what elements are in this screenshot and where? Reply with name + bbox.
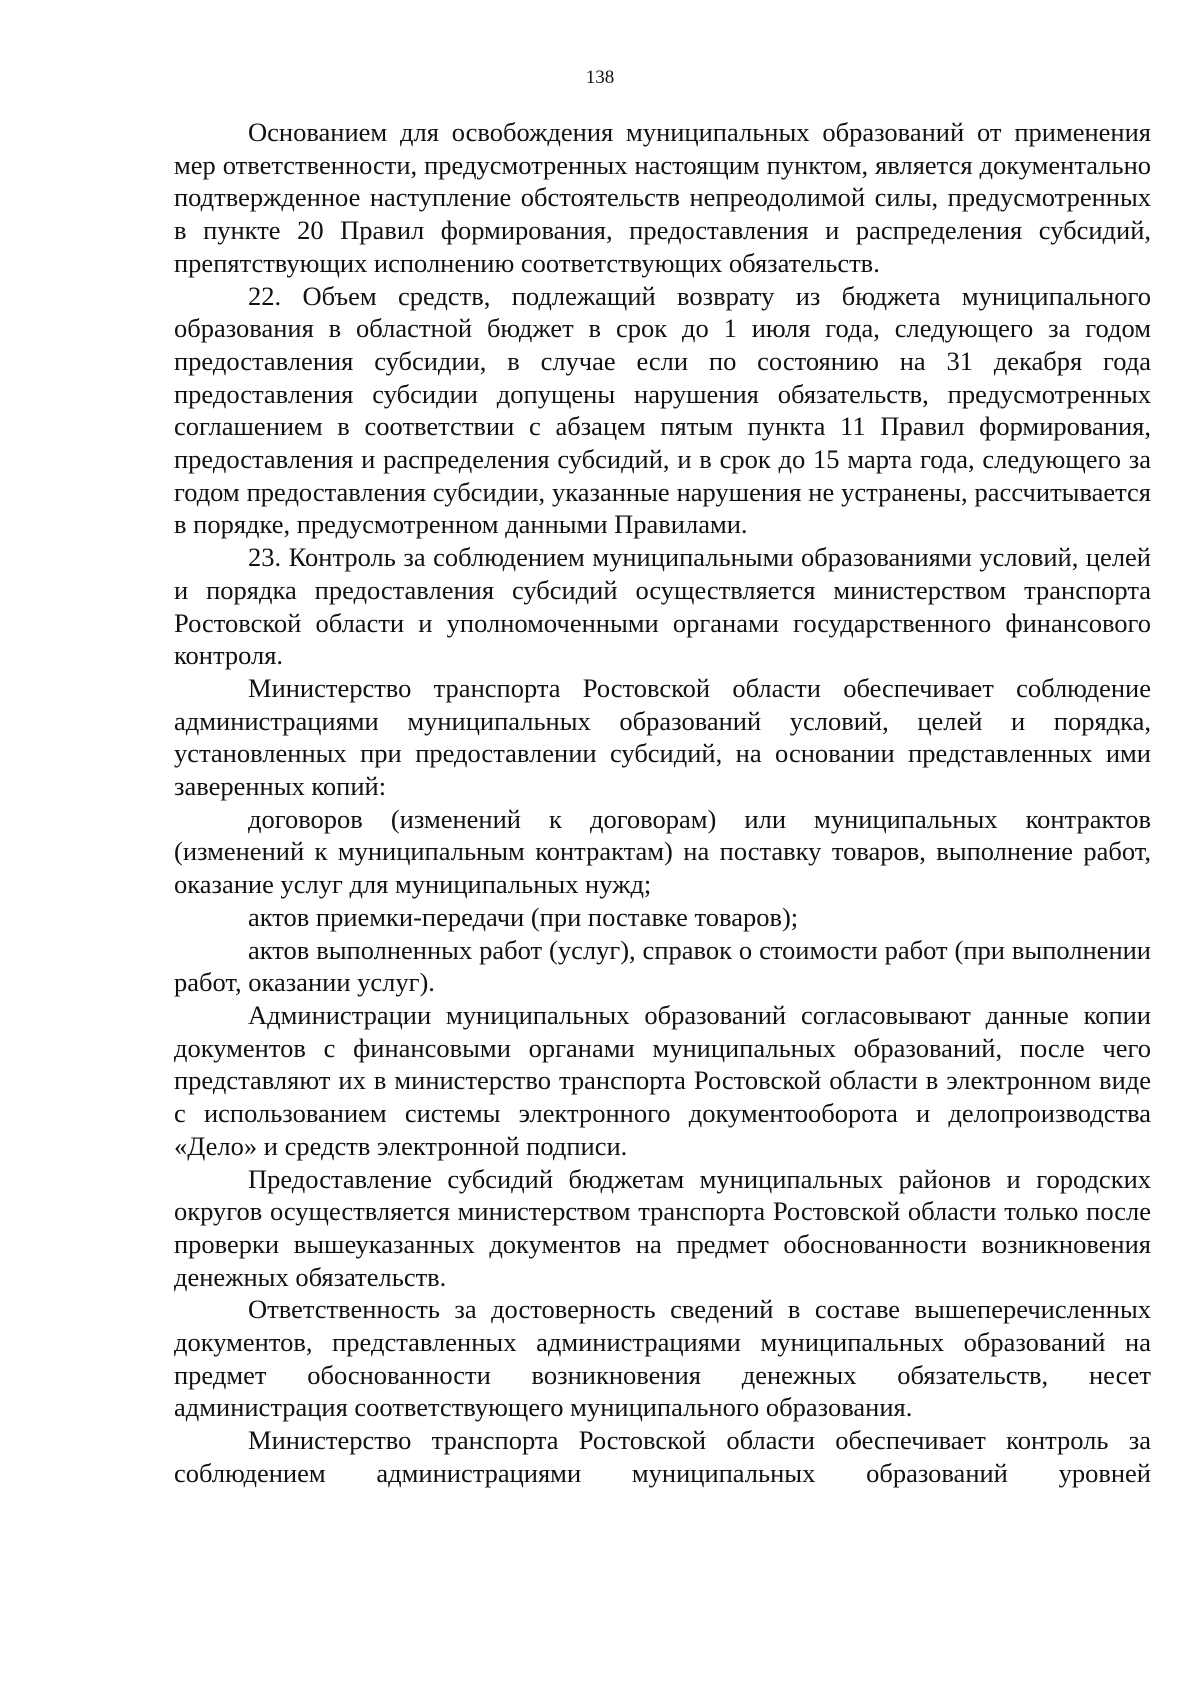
paragraph-list-contracts: договоров (изменений к договорам) или муниципальных контрактов (изменений к муниципальным контрактам) на поставку товаров, выполнение работ, оказание услуг для муниципальных нужд; — [174, 803, 1151, 900]
page-number: 138 — [585, 67, 615, 88]
paragraph-force-majeure: Основанием для освобождения муниципальных образований от применения мер ответственности, предусмотренных настоящим пунктом, является документально подтвержденное наступление обстоятельств непреодолимой силы, предусмотренных в пункте 20 Правил формирования, предоставления и распределения субсидий, препятствующих исполнению соответствующих обязательств. — [174, 117, 1151, 278]
paragraph-item-23: 23. Контроль за соблюдением муниципальными образованиями условий, целей и порядка предоставления субсидий осуществляется министерством транспорта Ростовской области и уполномоченными органами государственного финансового контроля. — [174, 542, 1151, 671]
document-body — [174, 116, 1151, 1490]
paragraph-ministry-control: Министерство транспорта Ростовской области обеспечивает контроль за соблюдением администрациями муниципальных образований уровней — [174, 1425, 1151, 1488]
paragraph-item-22: 22. Объем средств, подлежащий возврату из бюджета муниципального образования в областной бюджет в срок до 1 июля года, следующего за годом предоставления субсидии, в случае если по состоянию на 31 декабря года предоставления субсидии допущены нарушения обязательств, предусмотренных соглашением в соответствии с абзацем пятым пункта 11 Правил формирования, предоставления и распределения субсидий, и в срок до 15 марта года, следующего за годом предоставления субсидии, указанные нарушения не устранены, рассчитывается в порядке, предусмотренном данными Правилами. — [174, 280, 1151, 540]
paragraph-ministry-compliance: Министерство транспорта Ростовской области обеспечивает соблюдение администрациями муниципальных образований условий, целей и порядка, установленных при предоставлении субсидий, на основании представленных ими заверенных копий: — [174, 672, 1151, 802]
paragraph-subsidy-provision: Предоставление субсидий бюджетам муниципальных районов и городских округов осуществляется министерством транспорта Ростовской области только после проверки вышеуказанных документов на предмет обоснованности возникновения денежных обязательств. — [174, 1163, 1151, 1292]
paragraph-list-work-acts: актов выполненных работ (услуг), справок о стоимости работ (при выполнении работ, оказании услуг). — [174, 934, 1151, 998]
paragraph-responsibility: Ответственность за достоверность сведений в составе вышеперечисленных документов, представленных администрациями муниципальных образований на предмет обоснованности возникновения денежных обязательств, несет администрация соответствующего муниципального образования. — [174, 1294, 1151, 1423]
paragraph-list-acceptance-acts: актов приемки-передачи (при поставке товаров); — [248, 901, 799, 932]
paragraph-administrations-approval: Администрации муниципальных образований согласовывают данные копии документов с финансовыми органами муниципальных образований, после чего представляют их в министерство транспорта Ростовской области в электронном виде с использованием системы электронного документооборота и делопроизводства «Дело» и средств электронной подписи. — [174, 999, 1151, 1161]
